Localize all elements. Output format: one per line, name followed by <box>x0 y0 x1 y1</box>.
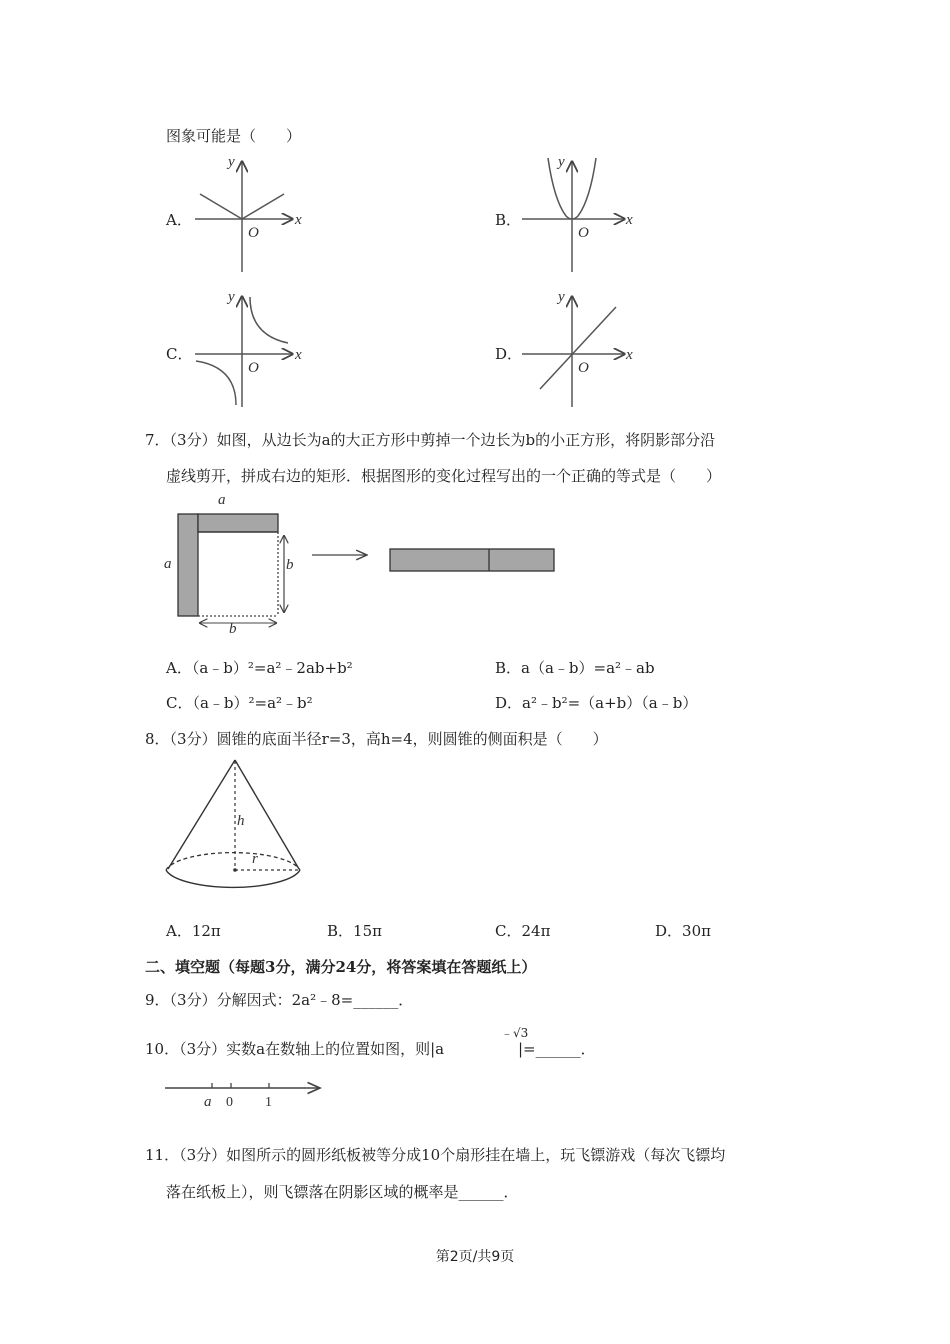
q10-number-line <box>160 1076 330 1112</box>
q7-stem-line2: 虚线剪开，拼成右边的矩形．根据图形的变化过程写出的一个正确的等式是（ ） <box>166 467 722 485</box>
label-b-right: b <box>286 557 294 573</box>
label-r: r <box>252 851 258 867</box>
q6-option-a-label: A． <box>166 211 192 229</box>
q6-graph-d <box>520 285 640 410</box>
tick-label-1: 1 <box>265 1095 272 1110</box>
q9-stem: 9．（3分）分解因式：2a²﹣8=______． <box>145 991 414 1009</box>
q7-option-a: A．（a﹣b）²=a²﹣2ab+b² <box>166 659 353 677</box>
hyperbola-upper <box>250 297 288 343</box>
q7-figure <box>160 488 580 636</box>
page-footer: 第2页/共9页 <box>435 1249 515 1265</box>
section2-title: 二、填空题（每题3分，满分24分，将答案填在答题纸上） <box>145 958 537 976</box>
q6-option-d-label: D． <box>495 345 523 363</box>
q7-stem-line1: 7．（3分）如图，从边长为a的大正方形中剪掉一个边长为b的小正方形，将阴影部分沿 <box>145 431 716 449</box>
q10-stem-after: |=______． <box>518 1040 596 1058</box>
label-a-left: a <box>164 556 172 572</box>
shaded-top-strip <box>198 514 278 532</box>
origin-label: O <box>248 360 259 376</box>
q10-superscript: ﹣√3 <box>501 1026 529 1040</box>
q8-option-b: B．15π <box>327 922 382 940</box>
label-a-top: a <box>218 492 226 508</box>
tick-label-a: a <box>204 1094 212 1110</box>
q8-option-a: A．12π <box>166 922 221 940</box>
x-label: x <box>295 347 302 363</box>
q6-stem-tail: 图象可能是（ ） <box>166 127 302 145</box>
x-label: x <box>295 212 302 228</box>
label-h: h <box>237 813 245 829</box>
q6-graph-a <box>190 150 310 275</box>
shaded-left-strip <box>178 514 198 616</box>
label-b-bottom: b <box>229 621 237 636</box>
curve-left <box>200 194 242 219</box>
q7-option-c: C．（a﹣b）²=a²﹣b² <box>166 694 313 712</box>
q11-stem-line2: 落在纸板上），则飞镖落在阴影区域的概率是______． <box>166 1183 519 1201</box>
q6-option-b-label: B． <box>495 211 522 229</box>
curve-right <box>242 194 284 219</box>
linear-line <box>540 307 616 389</box>
y-label: y <box>558 154 565 170</box>
q8-option-c: C．24π <box>495 922 551 940</box>
origin-label: O <box>248 225 259 241</box>
q7-option-d: D．a²﹣b²=（a+b）（a﹣b） <box>495 694 698 712</box>
cone-left-slant <box>168 760 235 869</box>
q8-cone-figure <box>160 755 310 895</box>
q7-option-b: B．a（a﹣b）=a²﹣ab <box>495 659 655 677</box>
hyperbola-lower <box>196 361 236 405</box>
q6-option-c-label: C． <box>166 345 193 363</box>
x-label: x <box>626 347 633 363</box>
origin-label: O <box>578 360 589 376</box>
q8-option-d: D．30π <box>655 922 711 940</box>
y-label: y <box>228 289 235 305</box>
y-label: y <box>558 289 565 305</box>
q6-graph-c <box>190 285 310 410</box>
tick-label-0: 0 <box>226 1095 233 1110</box>
cone-base-back <box>166 853 300 870</box>
y-label: y <box>228 154 235 170</box>
result-rectangle <box>390 549 554 571</box>
q10-stem-before: 10．（3分）实数a在数轴上的位置如图，则|a <box>145 1040 445 1058</box>
cone-base-center <box>233 868 237 872</box>
cone-right-slant <box>235 760 299 869</box>
q11-stem-line1: 11．（3分）如图所示的圆形纸板被等分成10个扇形挂在墙上，玩飞镖游戏（每次飞镖均 <box>145 1146 726 1164</box>
origin-label: O <box>578 225 589 241</box>
x-label: x <box>626 212 633 228</box>
q6-graph-b <box>520 150 640 275</box>
cone-base-front <box>166 870 300 887</box>
q8-stem: 8．（3分）圆锥的底面半径r=3，高h=4，则圆锥的侧面积是（ ） <box>145 730 608 748</box>
